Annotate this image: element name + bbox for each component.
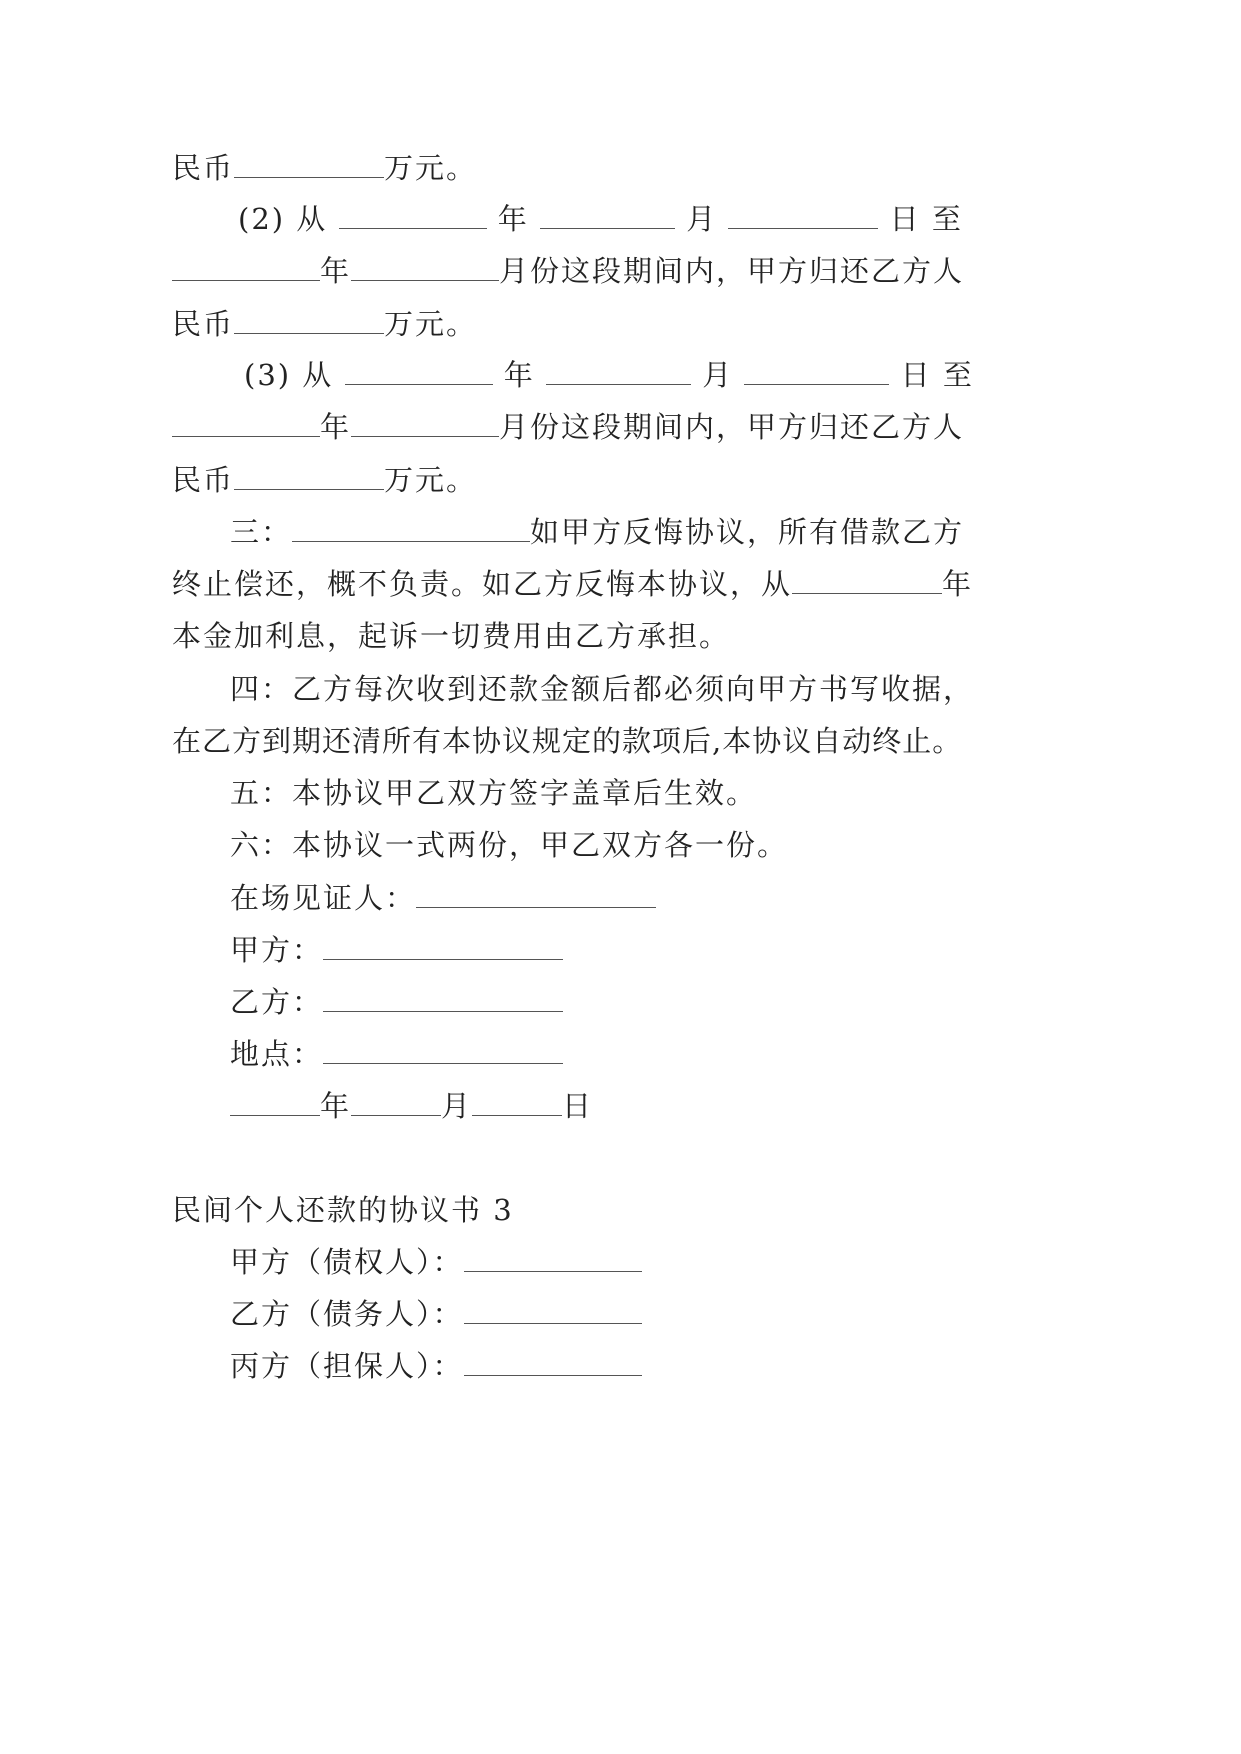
- text-line: [230, 878, 656, 918]
- blank-field[interactable]: [234, 463, 384, 490]
- text: 民币: [172, 307, 235, 341]
- blank-field[interactable]: [339, 202, 487, 229]
- text: 月份这段期间内，甲方归还乙方人: [499, 254, 965, 288]
- text-line: [230, 1242, 642, 1282]
- text-line: [230, 669, 974, 709]
- blank-field[interactable]: [234, 151, 384, 178]
- blank-field[interactable]: [172, 410, 320, 437]
- place-label: 地点：: [230, 1037, 324, 1071]
- text: 年: [320, 1089, 352, 1123]
- blank-field[interactable]: [345, 358, 493, 385]
- blank-field[interactable]: [546, 358, 691, 385]
- creditor-field[interactable]: [464, 1245, 642, 1272]
- date-line: [230, 1086, 593, 1126]
- party-a-label: 甲方：: [230, 933, 324, 967]
- blank-field[interactable]: [728, 202, 878, 229]
- text-line: [172, 460, 477, 500]
- text-line: [172, 148, 477, 188]
- text-line: [172, 721, 962, 761]
- text: 四：乙方每次收到还款金额后都必须向甲方书写收据，: [230, 672, 975, 706]
- party-a-field[interactable]: [323, 933, 563, 960]
- witness-label: 在场见证人：: [230, 881, 417, 915]
- text: 如甲方反悔协议，所有借款乙方: [530, 515, 965, 549]
- party-b-field[interactable]: [323, 985, 563, 1012]
- text: 年: [320, 254, 352, 288]
- text: 万元。: [384, 463, 478, 497]
- text-line: [230, 825, 788, 865]
- text: 六：本协议一式两份，甲乙双方各一份。: [230, 828, 789, 862]
- text-line: [172, 304, 477, 344]
- text: 日: [562, 1089, 594, 1123]
- text: 年: [942, 567, 974, 601]
- text-line: [172, 407, 964, 447]
- guarantor-label: 丙方（担保人）：: [230, 1349, 464, 1383]
- blank-field[interactable]: [351, 254, 499, 281]
- text-line: [238, 199, 963, 239]
- blank-field[interactable]: [234, 307, 384, 334]
- text: 民币: [172, 463, 235, 497]
- text: 日 至: [889, 202, 963, 236]
- text-line: [230, 1034, 563, 1074]
- item-number: (2) 从: [238, 202, 328, 236]
- text: 民间个人还款的协议书 3: [172, 1193, 514, 1227]
- text: 年: [320, 410, 352, 444]
- blank-field[interactable]: [292, 515, 530, 542]
- blank-field[interactable]: [744, 358, 889, 385]
- text: 月: [702, 358, 734, 392]
- blank-field[interactable]: [172, 254, 320, 281]
- debtor-field[interactable]: [464, 1297, 642, 1324]
- clause-label: 三：: [230, 515, 293, 549]
- witness-field[interactable]: [416, 881, 656, 908]
- blank-field[interactable]: [792, 567, 942, 594]
- year-field[interactable]: [230, 1089, 320, 1116]
- text-line: [230, 1346, 642, 1386]
- section-title: [172, 1190, 514, 1230]
- text: 年: [503, 358, 535, 392]
- text: 月: [441, 1089, 473, 1123]
- text: 万元。: [384, 307, 478, 341]
- text: 日 至: [900, 358, 974, 392]
- text-line: [172, 251, 964, 291]
- debtor-label: 乙方（债务人）：: [230, 1297, 464, 1331]
- place-field[interactable]: [323, 1037, 563, 1064]
- guarantor-field[interactable]: [464, 1349, 642, 1376]
- text-line: [230, 773, 757, 813]
- text: 民币: [172, 151, 235, 185]
- text: 月份这段期间内，甲方归还乙方人: [499, 410, 965, 444]
- text: 万元。: [384, 151, 478, 185]
- text: 年: [497, 202, 529, 236]
- party-b-label: 乙方：: [230, 985, 324, 1019]
- blank-field[interactable]: [540, 202, 675, 229]
- blank-field[interactable]: [351, 410, 499, 437]
- text-line: [230, 930, 563, 970]
- text-line: [230, 512, 964, 552]
- item-number: (3) 从: [244, 358, 334, 392]
- text-line: [230, 982, 563, 1022]
- text: 在乙方到期还清所有本协议规定的款项后,本协议自动终止。: [172, 724, 963, 758]
- day-field[interactable]: [472, 1089, 562, 1116]
- text: 月: [686, 202, 718, 236]
- text: 本金加利息，起诉一切费用由乙方承担。: [172, 619, 731, 653]
- text: 五：本协议甲乙双方签字盖章后生效。: [230, 776, 758, 810]
- text-line: [230, 1294, 642, 1334]
- text-line: [172, 616, 730, 656]
- text-line: [244, 355, 974, 395]
- text: 终止偿还，概不负责。如乙方反悔本协议，从: [172, 567, 793, 601]
- month-field[interactable]: [351, 1089, 441, 1116]
- text-line: [172, 564, 973, 604]
- creditor-label: 甲方（债权人）：: [230, 1245, 464, 1279]
